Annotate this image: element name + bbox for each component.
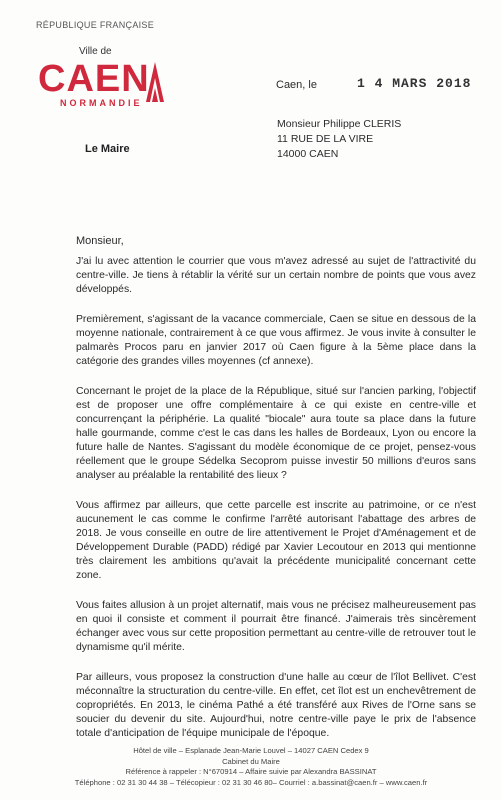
paragraph: Vous affirmez par ailleurs, que cette parcelle est inscrite au patrimoine, or ce n'est aucunement le cas comme le confirme l'arrêté autorisant l'abattage des arbres de 2018. Je vous conseille en outre de lire attentivement le Projet d'Aménagement et de Développement Durable (PADD) rédigé par Xavier Lecoutour en 2013 qui mentionne très clairement les ambitions qu'avait la précédente municipalité concernant cette zone.	[76, 500, 476, 581]
recipient-name: Monsieur Philippe CLERIS	[277, 118, 402, 130]
salutation: Monsieur,	[76, 235, 124, 247]
footer-address: Hôtel de ville – Esplanade Jean-Marie Louvel – 14027 CAEN Cedex 9	[133, 746, 369, 755]
paragraph: Premièrement, s'agissant de la vacance commerciale, Caen se situe en dessous de la moyenne nationale, contrairement à ce que vous affirmez. Je vous invite à consulter le palmarès Procos paru en janvier 2017 où Caen figure à la 5ème place dans la catégorie des grandes villes moyennes (cf annexe).	[76, 314, 476, 367]
paragraph: Vous faites allusion à un projet alternatif, mais vous ne précisez malheureusement pas en quoi il consiste et comment il pourrait être financé. J'aimerais très sincèrement échanger avec vous sur cette proposition permettant au centre-ville de retrouver tout le dynamisme qu'il mérite.	[76, 600, 476, 653]
recipient-address	[277, 117, 401, 162]
footer-reference: Référence à rappeler : N°670914 – Affaire suivie par Alexandra BASSINAT	[125, 767, 377, 776]
republique-francaise-label: RÉPUBLIQUE FRANÇAISE	[36, 20, 155, 30]
logo-spire-icon	[142, 60, 168, 106]
logo-normandie-text: NORMANDIE	[60, 98, 143, 108]
letter-body	[76, 255, 476, 757]
signatory-title: Le Maire	[85, 143, 130, 155]
date-place: Caen, le	[276, 79, 317, 91]
ville-de-label: Ville de	[79, 46, 112, 57]
footer-office: Cabinet du Maire	[222, 756, 280, 766]
recipient-street: 11 RUE DE LA VIRE	[277, 133, 374, 145]
letter-footer	[0, 746, 502, 788]
paragraph: Par ailleurs, vous proposez la construction d'une halle au cœur de l'îlot Bellivet. C'est méconnaître la structuration du centre-ville. En effet, cet îlot est un enchevêtrement de copropriétés. En 2013, le cinéma Pathé a été transféré aux Rives de l'Orne sans se soucier du devenir du site. Aujourd'hui, notre centre-ville paye le prix de l'absence totale d'anticipation de l'équipe municipale de l'époque.	[76, 672, 476, 739]
paragraph: J'ai lu avec attention le courrier que vous m'avez adressé au sujet de l'attractivité du centre-ville. Je tiens à rétablir la vérité sur un certain nombre de points que vous avez développés.	[76, 256, 476, 295]
date-stamp: 1 4 MARS 2018	[357, 76, 472, 91]
caen-logo	[38, 60, 168, 112]
logo-caen-text: CAEN	[38, 58, 150, 100]
recipient-city: 14000 CAEN	[277, 148, 339, 160]
footer-contact: Téléphone : 02 31 30 44 38 – Télécopieur : 02 31 30 46 80– Courriel : a.bassinat@caen.fr – www.caen.fr	[74, 777, 428, 787]
paragraph: Concernant le projet de la place de la République, situé sur l'ancien parking, l'objectif est de proposer une offre complémentaire à ce qui existe en centre-ville et concurrençant la périphérie. La qualité "biocale" aura toute sa place dans la future halle gourmande, comme c'est le cas dans les halles de Bordeaux, Lyon ou encore la future halle de Nantes. S'agissant du modèle économique de ce projet, pensez-vous réellement que le groupe Sédelka Secoprom puisse investir 50 millions d'euros sans analyser au préalable la rentabilité des lieux ?	[76, 386, 476, 481]
